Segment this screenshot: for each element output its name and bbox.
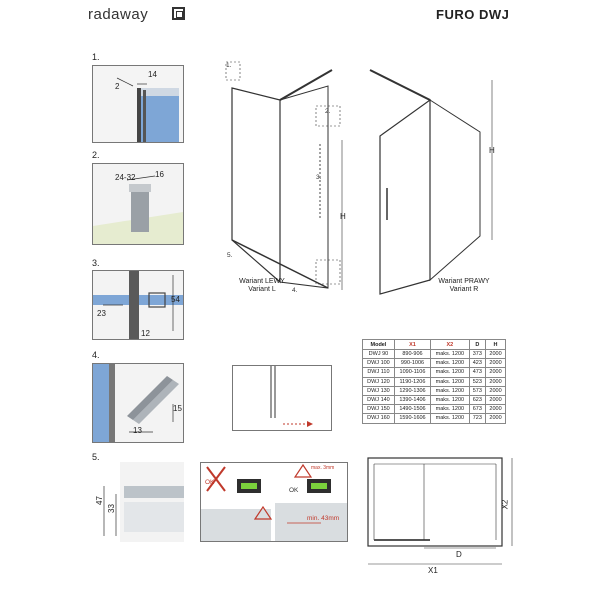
cell: 2000 xyxy=(486,405,506,414)
step-4-label: 4. xyxy=(92,350,100,360)
step-3-dim-12: 12 xyxy=(141,329,150,338)
marker-5: 5. xyxy=(227,252,233,259)
table-row xyxy=(363,395,506,404)
marker-1: 1. xyxy=(226,62,232,69)
variant-right-label xyxy=(428,278,500,294)
cell: 1090-1106 xyxy=(394,368,430,377)
cell: maks. 1200 xyxy=(431,414,470,423)
step-3-dim-23: 23 xyxy=(97,309,106,318)
step-2-panel xyxy=(92,163,184,245)
table-row xyxy=(363,414,506,423)
header-x1: X1 xyxy=(394,340,430,350)
cell: DWJ 140 xyxy=(363,395,395,404)
floor-plan-drawing xyxy=(360,452,520,576)
step-1-drawing xyxy=(93,66,183,142)
level-min-43mm: min. 43mm xyxy=(307,515,340,522)
step-2-dim-2432: 24-32 xyxy=(115,173,136,182)
header-d: D xyxy=(469,340,485,350)
variant-right-line1: Wariant PRAWY xyxy=(438,278,490,285)
spec-table-header xyxy=(363,340,506,350)
step-1-panel xyxy=(92,65,184,143)
step-1-dim-2: 2 xyxy=(115,82,120,91)
cell: maks. 1200 xyxy=(431,350,470,359)
step-4-dim-15: 15 xyxy=(173,404,182,413)
spec-table xyxy=(362,339,506,424)
marker-2: 2. xyxy=(325,108,331,115)
table-row xyxy=(363,405,506,414)
variant-left-line2: Variant L xyxy=(248,286,276,293)
cell: DWJ 160 xyxy=(363,414,395,423)
table-row xyxy=(363,368,506,377)
cell: 1590-1606 xyxy=(394,414,430,423)
variant-left-line1: Wariant LEWY xyxy=(239,278,285,285)
plan-d-label: D xyxy=(456,550,462,559)
cell: 2000 xyxy=(486,386,506,395)
cell: DWJ 130 xyxy=(363,386,395,395)
step-5-label: 5. xyxy=(92,452,100,462)
mini-plan-drawing xyxy=(233,366,331,430)
brand-logo-icon xyxy=(172,7,185,20)
cell: 990-1006 xyxy=(394,359,430,368)
table-row xyxy=(363,377,506,386)
cell: 373 xyxy=(469,350,485,359)
step-3-drawing xyxy=(93,271,183,339)
height-label-left: H xyxy=(340,212,346,221)
cell: DWJ 100 xyxy=(363,359,395,368)
level-panel xyxy=(200,462,348,542)
step-5-dim-47: 47 xyxy=(94,496,104,505)
cell: 523 xyxy=(469,377,485,386)
step-5-dim-33: 33 xyxy=(106,504,116,513)
main-shower-drawing xyxy=(220,60,520,300)
cell: 1190-1206 xyxy=(394,377,430,386)
cell: 673 xyxy=(469,405,485,414)
cell: 1290-1306 xyxy=(394,386,430,395)
step-5-drawing xyxy=(92,462,184,542)
step-3-panel xyxy=(92,270,184,340)
cell: 2000 xyxy=(486,359,506,368)
cell: 2000 xyxy=(486,350,506,359)
step-2-dim-16: 16 xyxy=(155,170,164,179)
cell: 1390-1406 xyxy=(394,395,430,404)
height-label-right: H xyxy=(489,146,495,155)
level-ok-right: OK xyxy=(289,487,299,494)
cell: DWJ 150 xyxy=(363,405,395,414)
marker-4: 4. xyxy=(292,287,298,294)
cell: 1490-1506 xyxy=(394,405,430,414)
cell: 573 xyxy=(469,386,485,395)
cell: 2000 xyxy=(486,414,506,423)
plan-x1-label: X1 xyxy=(428,566,438,575)
cell: DWJ 120 xyxy=(363,377,395,386)
cell: 623 xyxy=(469,395,485,404)
step-1-dim-14: 14 xyxy=(148,70,157,79)
cell: 723 xyxy=(469,414,485,423)
cell: maks. 1200 xyxy=(431,359,470,368)
cell: 2000 xyxy=(486,395,506,404)
marker-3: 3. xyxy=(316,174,322,181)
level-ok-left: OK xyxy=(205,479,215,486)
step-4-panel xyxy=(92,363,184,443)
header-x2: X2 xyxy=(431,340,470,350)
step-3-label: 3. xyxy=(92,258,100,268)
cell: 2000 xyxy=(486,368,506,377)
level-drawing xyxy=(201,463,347,541)
table-row xyxy=(363,359,506,368)
cell: 423 xyxy=(469,359,485,368)
table-row xyxy=(363,386,506,395)
brand-logo-text: radaway xyxy=(88,6,149,23)
mini-plan-panel xyxy=(232,365,332,431)
level-max-3mm: max. 3mm xyxy=(311,465,335,471)
table-row xyxy=(363,350,506,359)
step-2-drawing xyxy=(93,164,183,244)
variant-right-line2: Variant R xyxy=(449,286,479,293)
cell: DWJ 90 xyxy=(363,350,395,359)
step-1-label: 1. xyxy=(92,52,100,62)
cell: maks. 1200 xyxy=(431,405,470,414)
cell: 473 xyxy=(469,368,485,377)
cell: DWJ 110 xyxy=(363,368,395,377)
step-3-dim-54: 54 xyxy=(171,295,180,304)
variant-left-label xyxy=(226,278,298,294)
cell: maks. 1200 xyxy=(431,368,470,377)
cell: maks. 1200 xyxy=(431,395,470,404)
cell: maks. 1200 xyxy=(431,386,470,395)
cell: maks. 1200 xyxy=(431,377,470,386)
step-2-label: 2. xyxy=(92,150,100,160)
step-4-dim-13: 13 xyxy=(133,426,142,435)
plan-x2-label: X2 xyxy=(500,499,510,510)
header-h: H xyxy=(486,340,506,350)
cell: 890-906 xyxy=(394,350,430,359)
cell: 2000 xyxy=(486,377,506,386)
product-title: FURO DWJ xyxy=(436,7,510,22)
step-5-panel xyxy=(92,462,184,542)
header-model: Model xyxy=(363,340,395,350)
